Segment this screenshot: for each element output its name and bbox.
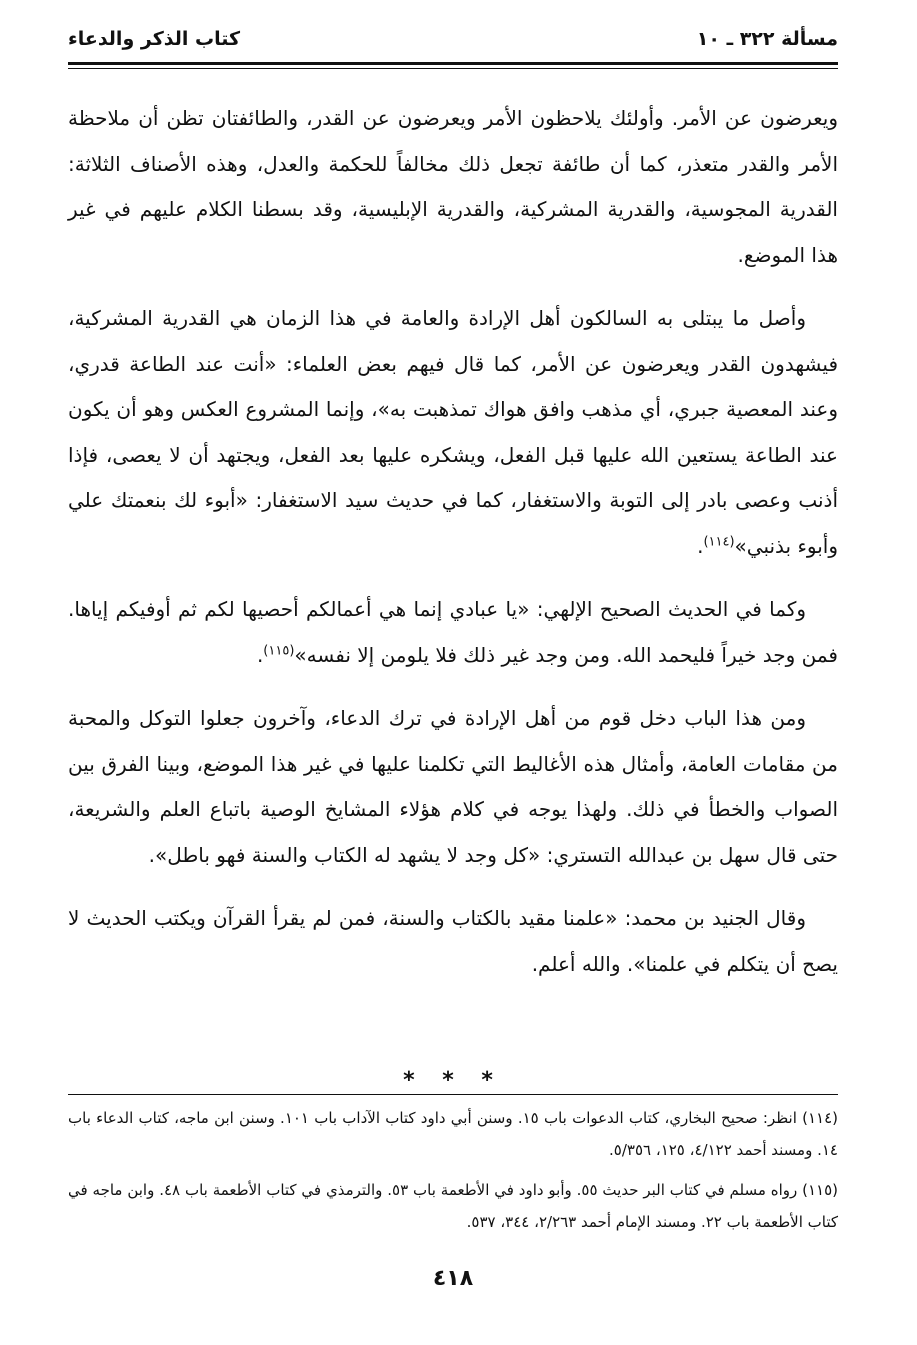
footnote-114: (١١٤) انظر: صحيح البخاري، كتاب الدعوات باب ١٥. وسنن أبي داود كتاب الآداب باب ١٠١. وسنن ابن ماجه، كتاب الدعاء باب ١٤. ومسند أحمد ٤/١٢٢، ١٢٥، ٥/٣٥٦. — [68, 1109, 838, 1159]
footnote-ref-114[interactable]: (١١٤) — [703, 533, 735, 549]
header-rule-thick — [68, 62, 838, 65]
paragraph-4-text: ومن هذا الباب دخل قوم من أهل الإرادة في ترك الدعاء، وآخرون جعلوا التوكل والمحبة من مقامات العامة، وأمثال هذه الأغاليط التي تكلمنا عليها في غير هذا الموضع، وبينا الفرق بين الصواب والخطأ في ذلك. ولهذا يوجه في كلام هؤلاء المشايخ الوصية باتباع العلم والشريعة، حتى قال سهل بن عبدالله التستري: «كل وجد لا يشهد له الكتاب والسنة فهو باطل». — [68, 706, 838, 867]
main-text — [68, 96, 838, 1005]
paragraph-3-text: وكما في الحديث الصحيح الإلهي: «يا عبادي إنما هي أعمالكم أحصيها لكم ثم أوفيكم إياها. فمن وجد خيراً فليحمد الله. ومن وجد غير ذلك فلا يلومن إلا نفسه» — [68, 597, 838, 667]
footnote-ref-115[interactable]: (١١٥) — [263, 642, 295, 658]
section-separator: * * * — [403, 1068, 503, 1093]
paragraph-1 — [68, 96, 838, 278]
paragraph-5-text: وقال الجنيد بن محمد: «علمنا مقيد بالكتاب والسنة، فمن لم يقرأ القرآن ويكتب الحديث لا يصح أن يتكلم في علمنا». والله أعلم. — [68, 906, 838, 976]
paragraph-1-text: ويعرضون عن الأمر. وأولئك يلاحظون الأمر ويعرضون عن القدر، والطائفتان تظن أن ملاحظة الأمر والقدر متعذر، كما أن طائفة تجعل ذلك مخالفاً للحكمة والعدل، وهذه الأصناف الثلاثة: القدرية المجوسية، والقدرية المشركية، والقدرية الإبليسية، وقد بسطنا الكلام عليهم في غير هذا الموضع. — [68, 106, 838, 267]
page-number: ٤١٨ — [432, 1266, 474, 1291]
footnote-115: (١١٥) رواه مسلم في كتاب البر حديث ٥٥. وأبو داود في الأطعمة باب ٥٣. والترمذي في كتاب الأطعمة باب ٤٨. وابن ماجه في كتاب الأطعمة باب ٢٢. ومسند الإمام أحمد ٢/٢٦٣، ٣٤٤، ٥٣٧. — [68, 1181, 839, 1231]
header-chapter-title: كتاب الذكر والدعاء — [68, 28, 241, 50]
paragraph-5 — [68, 896, 838, 987]
paragraph-3: وكما في الحديث الصحيح الإلهي: «يا عبادي إنما هي أعمالكم أحصيها لكم ثم أوفيكم إياها. فمن وجد خيراً فليحمد الله. ومن وجد غير ذلك فلا يلومن إلا نفسه»$^{(١١٥)}$. — [68, 597, 838, 667]
header-issue-number: مسألة ٣٢٢ ـ ١٠ — [696, 28, 838, 50]
header-rule-thin — [68, 68, 838, 69]
footnote-rule — [68, 1094, 838, 1095]
book-page — [68, 0, 838, 1345]
paragraph-4 — [68, 696, 838, 878]
paragraph-2: وأصل ما يبتلى به السالكون أهل الإرادة والعامة في هذا الزمان هي القدرية المشركية، فيشهدون القدر ويعرضون عن الأمر، كما قال فيهم بعض العلماء: «أنت عند الطاعة قدري، وعند المعصية جبري، أي مذهب وافق هواك تمذهبت به»، وإنما المشروع العكس وهو أن يكون عند الطاعة يستعين الله عليها قبل الفعل، ويشكره عليها بعد الفعل، ويجتهد أن لا يعصى، فإذا أذنب وعصى بادر إلى التوبة والاستغفار، كما في حديث سيد الاستغفار: «أبوء لك بنعمتك علي وأبوء بذنبي»$^{(١١٤)}$. — [68, 306, 838, 558]
footnotes — [68, 1102, 838, 1246]
paragraph-2-text: وأصل ما يبتلى به السالكون أهل الإرادة والعامة في هذا الزمان هي القدرية المشركية، فيشهدون القدر ويعرضون عن الأمر، كما قال فيهم بعض العلماء: «أنت عند الطاعة قدري، وعند المعصية جبري، أي مذهب وافق هواك تمذهبت به»، وإنما المشروع العكس وهو أن يكون عند الطاعة يستعين الله عليها قبل الفعل، ويشكره عليها بعد الفعل، ويجتهد أن لا يعصى، فإذا أذنب وعصى بادر إلى التوبة والاستغفار، كما في حديث سيد الاستغفار: «أبوء لك بنعمتك علي وأبوء بذنبي» — [68, 306, 838, 558]
running-header — [68, 28, 838, 58]
